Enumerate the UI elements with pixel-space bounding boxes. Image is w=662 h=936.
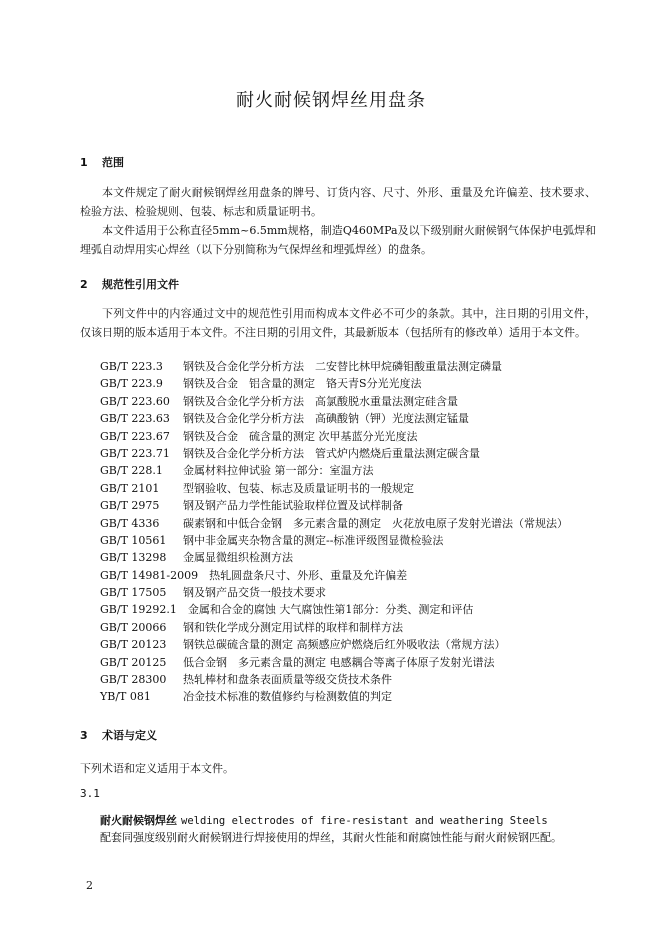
reference-item	[100, 532, 568, 549]
reference-item	[100, 619, 568, 636]
reference-title: 热轧圆盘条尺寸、外形、重量及允许偏差	[209, 568, 408, 582]
section-3-title: 术语与定义	[102, 729, 157, 742]
reference-title: 钢铁及合金化学分析方法 高碘酸钠（钾）光度法测定锰量	[183, 412, 469, 426]
reference-code: GB/T 4336	[100, 516, 160, 530]
reference-code: GB/T 223.67	[100, 429, 170, 443]
reference-title: 热轧棒材和盘条表面质量等级交货技术条件	[183, 673, 392, 687]
reference-code: GB/T 28300	[100, 673, 167, 687]
term-entry	[100, 812, 548, 828]
page-number: 2	[86, 879, 93, 892]
reference-code: YB/T 081	[100, 690, 151, 704]
reference-code: GB/T 20125	[100, 655, 167, 669]
reference-title: 金属材料拉伸试验 第一部分：室温方法	[183, 464, 374, 478]
reference-title: 钢中非金属夹杂物含量的测定--标准评级图显微检验法	[183, 533, 444, 547]
terms-intro: 下列术语和定义适用于本文件。	[80, 762, 234, 775]
clause-number: 3.1	[80, 787, 100, 800]
reference-title: 金属显微组织检测方法	[183, 551, 293, 565]
reference-title: 钢及钢产品交货一般技术要求	[183, 586, 326, 600]
reference-title: 金属和合金的腐蚀 大气腐蚀性第1部分：分类、测定和评估	[187, 603, 474, 617]
reference-title: 钢铁及合金化学分析方法 高氯酸脱水重量法测定硅含量	[183, 394, 458, 408]
section-2-number: 2	[80, 278, 88, 291]
reference-item	[100, 671, 568, 688]
reference-item	[100, 358, 568, 375]
reference-code: GB/T 10561	[100, 533, 167, 547]
reference-title: 钢及钢产品力学性能试验取样位置及试样制备	[183, 499, 403, 513]
reference-code: GB/T 14981-2009	[100, 568, 199, 582]
term-english: welding electrodes of fire-resistant and weathering Steels	[181, 815, 548, 827]
reference-code: GB/T 223.71	[100, 446, 170, 460]
reference-list	[100, 358, 568, 706]
reference-item	[100, 410, 568, 427]
reference-item	[100, 601, 568, 618]
reference-title: 钢铁及合金化学分析方法 二安替比林甲烷磷钼酸重量法测定磷量	[183, 360, 502, 373]
reference-title: 型钢验收、包装、标志及质量证明书的一般规定	[183, 481, 414, 495]
section-3-heading	[80, 727, 157, 743]
reference-code: GB/T 223.60	[100, 394, 170, 408]
section-1-heading	[80, 154, 124, 170]
reference-item	[100, 515, 568, 532]
section-1-title: 范围	[102, 156, 124, 169]
reference-title: 钢和铁化学成分测定用试样的取样和制样方法	[183, 620, 403, 634]
reference-item	[100, 549, 568, 566]
section-3-number: 3	[80, 729, 88, 742]
scope-paragraph-2: 本文件适用于公称直径5mm~6.5mm规格，制造Q460MPa及以下级别耐火耐候钢气体保护电弧焊和埋弧自动焊用实心焊丝（以下分别简称为气保焊丝和埋弧焊丝）的盘条。	[80, 224, 596, 256]
reference-title: 钢铁及合金 硫含量的测定 次甲基蓝分光光度法	[183, 429, 418, 443]
reference-code: GB/T 19292.1	[100, 603, 177, 617]
reference-title: 钢铁及合金 铝含量的测定 铬天青S分光光度法	[183, 377, 422, 391]
references-intro: 下列文件中的内容通过文中的规范性引用而构成本文件必不可少的条款。其中，注日期的引用文件，仅该日期的版本适用于本文件。不注日期的引用文件，其最新版本（包括所有的修改单）适用于本文件。	[80, 307, 596, 339]
reference-item	[100, 428, 568, 445]
section-2-title: 规范性引用文件	[102, 278, 179, 291]
reference-title: 低合金钢 多元素含量的测定 电感耦合等离子体原子发射光谱法	[183, 655, 495, 669]
reference-item	[100, 567, 568, 584]
reference-item	[100, 654, 568, 671]
reference-code: GB/T 2975	[100, 499, 160, 513]
reference-title: 钢铁及合金化学分析方法 管式炉内燃烧后重量法测定碳含量	[183, 446, 480, 460]
reference-item	[100, 462, 568, 479]
reference-item	[100, 497, 568, 514]
reference-code: GB/T 20066	[100, 620, 167, 634]
term-definition: 配套同强度级别耐火耐候钢进行焊接使用的焊丝，其耐火性能和耐腐蚀性能与耐火耐候钢匹配。	[100, 831, 562, 844]
reference-code: GB/T 2101	[100, 481, 160, 495]
reference-code: GB/T 223.63	[100, 412, 170, 426]
scope-paragraph-1: 本文件规定了耐火耐候钢焊丝用盘条的牌号、订货内容、尺寸、外形、重量及允许偏差、技术要求、检验方法、检验规则、包装、标志和质量证明书。	[80, 186, 596, 218]
reference-code: GB/T 223.3	[100, 360, 163, 373]
reference-item	[100, 636, 568, 653]
reference-title: 钢铁总碳硫含量的测定 高频感应炉燃烧后红外吸收法（常规方法）	[183, 638, 506, 652]
reference-code: GB/T 228.1	[100, 464, 163, 478]
section-1-number: 1	[80, 156, 88, 169]
reference-item	[100, 584, 568, 601]
reference-title: 碳素钢和中低合金钢 多元素含量的测定 火花放电原子发射光谱法（常规法）	[183, 516, 568, 530]
reference-code: GB/T 223.9	[100, 377, 163, 391]
document-title: 耐火耐候钢焊丝用盘条	[236, 90, 426, 111]
reference-item	[100, 688, 568, 705]
reference-item	[100, 445, 568, 462]
reference-code: GB/T 17505	[100, 586, 167, 600]
term-chinese: 耐火耐候钢焊丝	[100, 814, 177, 827]
reference-item	[100, 480, 568, 497]
section-2-heading	[80, 276, 179, 292]
reference-item	[100, 375, 568, 392]
reference-code: GB/T 20123	[100, 638, 167, 652]
reference-item	[100, 393, 568, 410]
reference-title: 冶金技术标准的数值修约与检测数值的判定	[183, 690, 392, 704]
reference-code: GB/T 13298	[100, 551, 167, 565]
